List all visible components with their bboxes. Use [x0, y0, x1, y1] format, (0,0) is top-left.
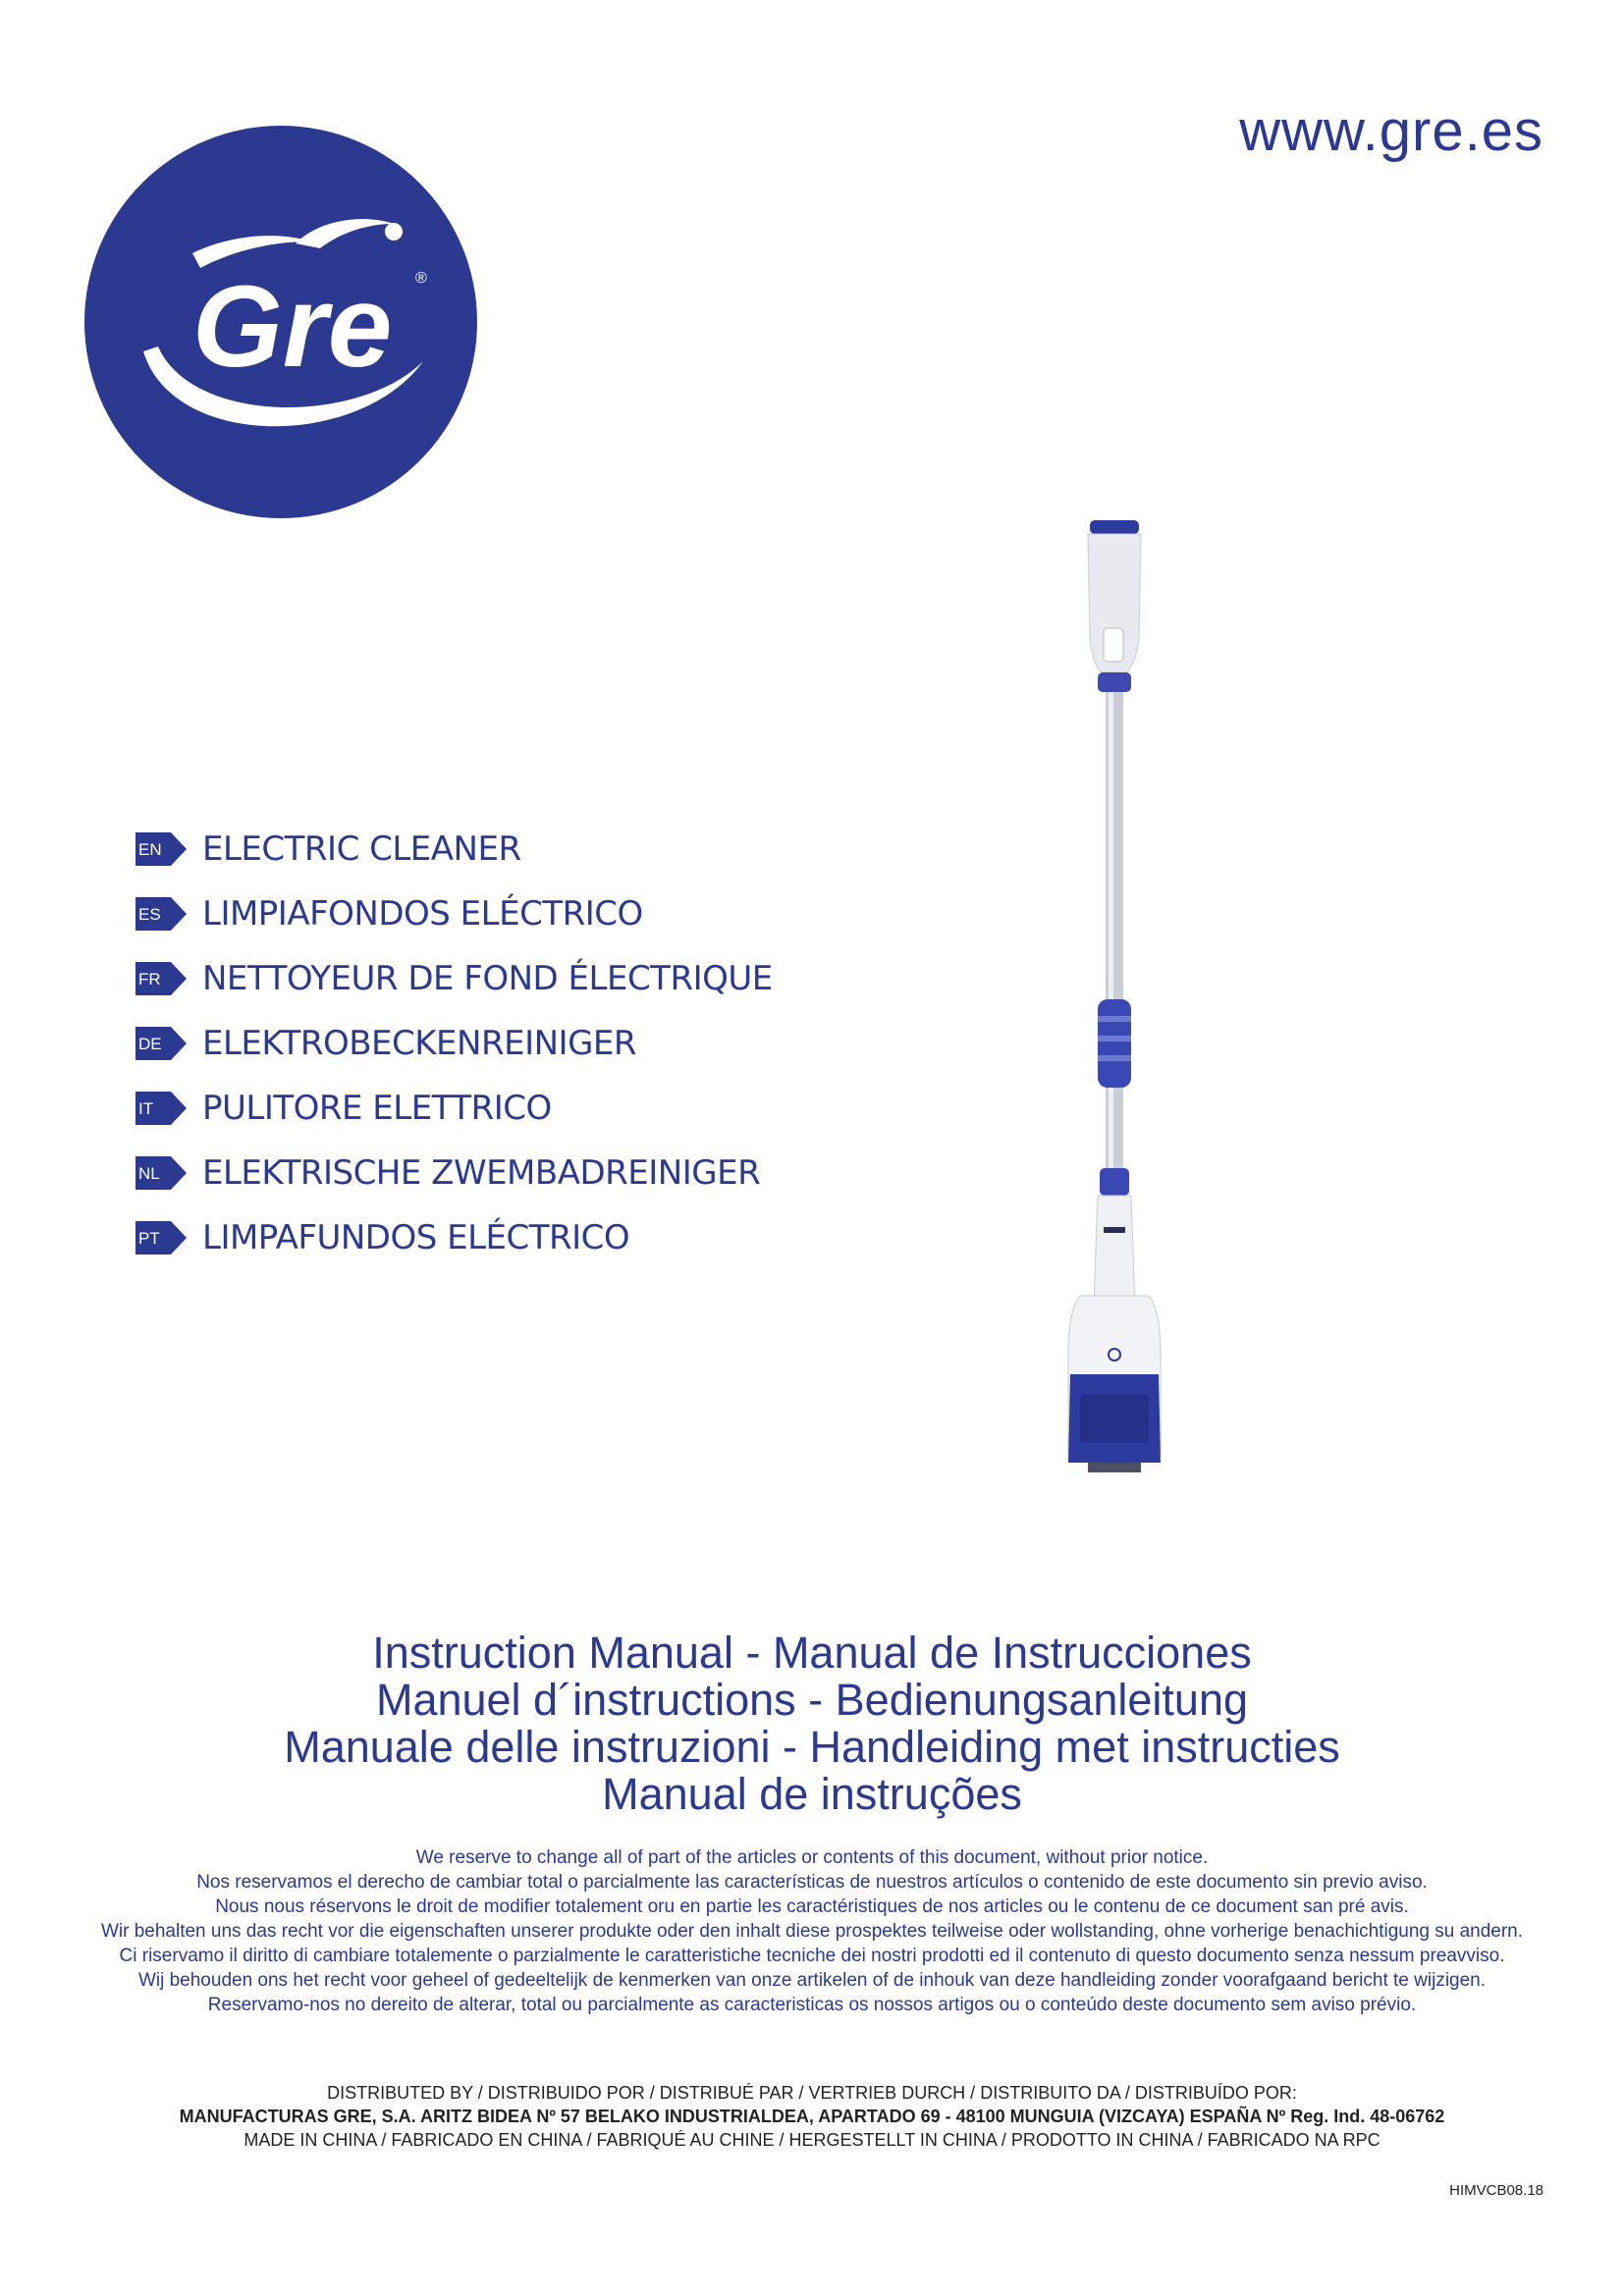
made-in: MADE IN CHINA / FABRICADO EN CHINA / FABRIQUÉ AU CHINE / HERGESTELLT IN CHINA / PRODOTTO IN CHINA / FABRICADO NA RPC [244, 2130, 1380, 2150]
notice-line: We reserve to change all of part of the articles or contents of this document, without prior notice. [415, 1847, 1209, 1868]
language-item [135, 1076, 773, 1141]
language-item [135, 1141, 773, 1205]
website-url: www.gre.es [1239, 99, 1543, 163]
language-flag-icon: NL [135, 1156, 187, 1190]
language-item [135, 817, 773, 881]
disclaimer-notices [0, 1845, 1624, 2017]
manual-title-line: Instruction Manual - Manual de Instrucciones [372, 1628, 1252, 1678]
notice-line: Wij behouden ons het recht voor geheel of gedeeltelijk de kenmerken van onze artikelen of de inhouk van deze handleiding zonder voorafgaand bericht te wijzigen. [137, 1970, 1487, 1991]
language-flag-icon: ES [135, 897, 187, 931]
gre-logo [84, 126, 477, 518]
language-flag-icon: IT [135, 1092, 187, 1125]
language-flag-icon: FR [135, 962, 187, 995]
notice-line: Reservamo-nos no dereito de alterar, total ou parcialmente as caracteristicas os nossos artigos ou o conteúdo deste documento sem aviso prévio. [207, 1995, 1417, 2015]
manual-title-line: Manual de instruções [602, 1769, 1022, 1819]
distribution-info [0, 2081, 1624, 2152]
manual-title-line: Manuale delle instruzioni - Handleiding met instructies [284, 1722, 1340, 1772]
svg-text:Gre: Gre [192, 262, 393, 392]
language-flag-icon: EN [135, 832, 187, 866]
manual-title-line: Manuel d´instructions - Bedienungsanleitung [375, 1675, 1249, 1725]
language-item [135, 881, 773, 946]
language-title: LIMPIAFONDOS ELÉCTRICO [202, 894, 643, 934]
language-title: PULITORE ELETTRICO [202, 1089, 552, 1128]
svg-text:®: ® [415, 270, 427, 287]
manual-titles [0, 1629, 1624, 1818]
language-list [135, 817, 773, 1270]
distributed-by: DISTRIBUTED BY / DISTRIBUIDO POR / DISTRIBUÉ PAR / VERTRIEB DURCH / DISTRIBUITO DA / DISTRIBUÍDO POR: [327, 2083, 1297, 2103]
language-title: ELEKTROBECKENREINIGER [202, 1024, 637, 1063]
language-title: ELEKTRISCHE ZWEMBADREINIGER [202, 1153, 761, 1193]
notice-line: Wir behalten uns das recht vor die eigenschaften unserer produkte oder den inhalt diese prospektes teilweise oder wollstanding, ohne vorherige benachichtigung su andern. [100, 1921, 1524, 1942]
language-item [135, 1205, 773, 1270]
language-title: LIMPAFUNDOS ELÉCTRICO [202, 1218, 630, 1257]
language-flag-icon: PT [135, 1221, 187, 1255]
company-address: MANUFACTURAS GRE, S.A. ARITZ BIDEA Nº 57 BELAKO INDUSTRIALDEA, APARTADO 69 - 48100 MUNGUIA (VIZCAYA) ESPAÑA Nº Reg. Ind. 48-06762 [179, 2107, 1445, 2126]
document-code: HIMVCB08.18 [1449, 2182, 1543, 2199]
language-item [135, 1011, 773, 1076]
language-title: ELECTRIC CLEANER [202, 829, 521, 869]
language-flag-icon: DE [135, 1027, 187, 1060]
notice-line: Nous nous réservons le droit de modifier totalement oru en partie les caractéristiques de nos articles ou le contenu de ce document san pré avis. [215, 1896, 1409, 1917]
notice-line: Nos reservamos el derecho de cambiar total o parcialmente las características de nuestros artículos o contenido de este documento sin previo aviso. [196, 1872, 1428, 1893]
language-item [135, 946, 773, 1011]
language-title: NETTOYEUR DE FOND ÉLECTRIQUE [202, 959, 773, 998]
pool-cleaner-image [1041, 520, 1237, 1482]
notice-line: Ci riservamo il diritto di cambiare totalemente o parzialmente le caratteristiche tecniche dei nostri prodotti ed il contenuto di questo documento senza nessum preavviso. [119, 1946, 1505, 1966]
